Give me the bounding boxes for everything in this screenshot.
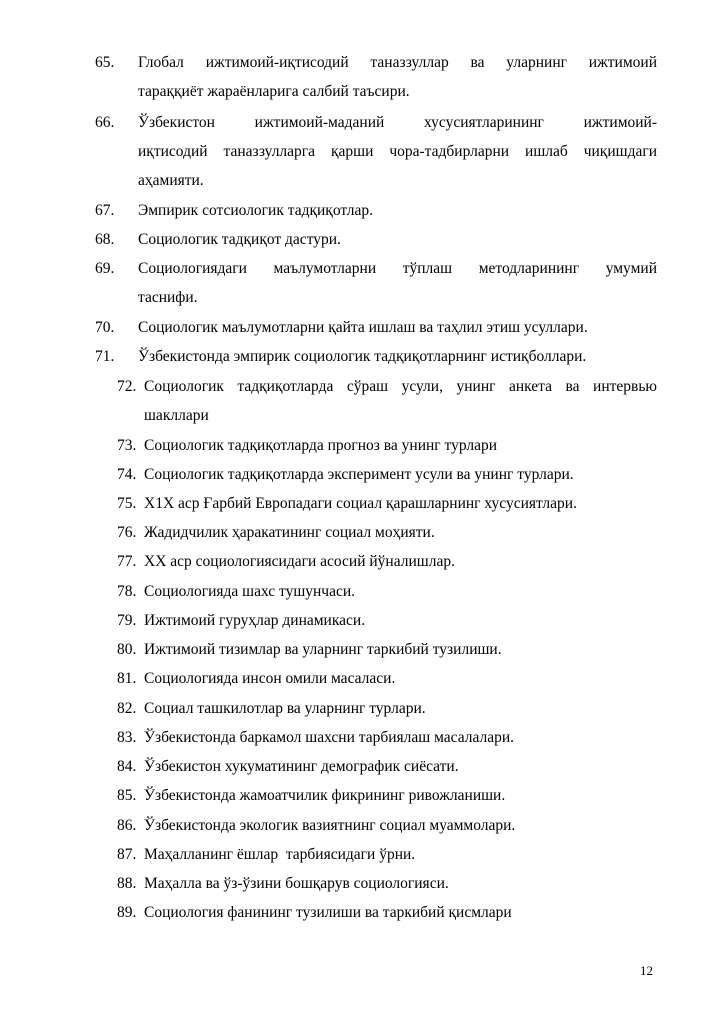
item-text-line: Х1Х аср Ғарбий Европадаги социал қарашларнинг хусусиятлари. (144, 495, 577, 512)
item-number: 69. (95, 260, 115, 277)
item-number: 78. (117, 583, 137, 600)
item-number: 79. (117, 612, 137, 629)
item-text-line: таснифи. (138, 289, 198, 306)
item-text (138, 108, 657, 195)
item-number: 76. (117, 524, 137, 541)
item-number: 65. (95, 54, 115, 71)
item-text-line: Глобал ижтимоий-иқтисодий таназзуллар ва уларнинг ижтимоий (138, 54, 657, 71)
item-text-line: Ўзбекистонда жамоатчилик фикрининг ривожланиши. (144, 787, 506, 804)
item-text (138, 196, 657, 225)
item-number: 66. (95, 114, 115, 131)
page-number: 12 (640, 963, 653, 978)
item-number: 82. (117, 700, 137, 717)
item-number: 81. (117, 670, 137, 687)
item-text-line: Социология фанининг тузилиши ва таркибий қисмлари (144, 904, 512, 921)
item-number: 70. (95, 319, 115, 336)
item-text (144, 635, 657, 664)
item-text-line: Эмпирик сотсиологик тадқиқотлар. (138, 202, 373, 219)
item-number: 74. (117, 466, 137, 483)
item-text-line: Ўзбекистон хукуматининг демографик сиёсати. (144, 758, 459, 775)
item-number: 77. (117, 553, 137, 570)
item-text (144, 518, 657, 547)
item-text-line: Ўзбекистонда эмпирик социологик тадқиқотларнинг истиқболлари. (138, 348, 587, 365)
item-number: 80. (117, 641, 137, 658)
item-text (138, 225, 657, 254)
item-text (138, 48, 657, 106)
item-text (144, 898, 657, 927)
item-number: 84. (117, 758, 137, 775)
item-number: 75. (117, 495, 137, 512)
item-number: 87. (117, 846, 137, 863)
item-text (144, 840, 657, 869)
item-text-line: Ижтимоий гуруҳлар динамикаси. (144, 612, 366, 629)
item-text (144, 431, 657, 460)
item-number: 89. (117, 904, 137, 921)
item-text (144, 723, 657, 752)
item-text-line: иқтисодий таназзулларга қарши чора-тадбирларни ишлаб чиқишдаги (138, 143, 657, 160)
item-text-line: Социологик тадқиқотларда прогноз ва унинг турлари (144, 437, 498, 454)
item-text (144, 781, 657, 810)
item-number: 71. (95, 348, 115, 365)
item-text (138, 342, 657, 371)
item-text-line: Социологик тадқиқотларда эксперимент усули ва унинг турлари. (144, 466, 574, 483)
item-text (144, 460, 657, 489)
item-text-line: Жадидчилик ҳаракатининг социал моҳияти. (144, 524, 435, 541)
item-text (144, 694, 657, 723)
item-text-line: Социологияда инсон омили масаласи. (144, 670, 396, 687)
item-number: 67. (95, 202, 115, 219)
item-text-line: Маҳалла ва ўз-ўзини бошқарув социологияси. (144, 875, 449, 892)
item-text-line: Социологияда шахс тушунчаси. (144, 583, 356, 600)
item-text (144, 664, 657, 693)
item-text (144, 811, 657, 840)
item-text (138, 313, 657, 342)
item-number: 85. (117, 787, 137, 804)
item-number: 86. (117, 817, 137, 834)
item-text (144, 577, 657, 606)
item-text-line: Социологиядаги маълумотларни тўплаш методларининг умумий (138, 260, 657, 277)
item-text-line: Социологик маълумотларни қайта ишлаш ва таҳлил этиш усуллари. (138, 319, 588, 336)
item-text-line: ХХ аср социологиясидаги асосий йўналишлар. (144, 553, 455, 570)
item-text-line: Ижтимоий тизимлар ва уларнинг таркибий тузилиши. (144, 641, 502, 658)
item-text-line: Ўзбекистонда экологик вазиятнинг социал муаммолари. (144, 817, 516, 834)
item-text (144, 752, 657, 781)
item-number: 88. (117, 875, 137, 892)
item-text-line: Социологик тадқиқотларда сўраш усули, унинг анкета ва интервью (144, 378, 657, 395)
item-text (144, 489, 657, 518)
item-text-line: Маҳалланинг ёшлар тарбиясидаги ўрни. (144, 846, 416, 863)
item-text-line: Ўзбекистонда баркамол шахсни тарбиялаш масалалари. (144, 729, 515, 746)
item-text (144, 606, 657, 635)
item-number: 83. (117, 729, 137, 746)
item-number: 72. (117, 378, 137, 395)
item-text-line: Социологик тадқиқот дастури. (138, 231, 341, 248)
item-text (144, 547, 657, 576)
item-text-line: шакллари (144, 407, 209, 424)
item-text-line: Социал ташкилотлар ва уларнинг турлари. (144, 700, 426, 717)
item-number: 73. (117, 437, 137, 454)
item-text-line: Ўзбекистон ижтимоий-маданий хусусиятларининг ижтимоий- (138, 114, 657, 131)
item-text (138, 254, 657, 312)
item-text-line: аҳамияти. (138, 172, 204, 189)
item-number: 68. (95, 231, 115, 248)
item-text-line: тараққиёт жараёнларига салбий таъсири. (138, 83, 410, 100)
item-text (144, 869, 657, 898)
item-text (144, 372, 657, 430)
